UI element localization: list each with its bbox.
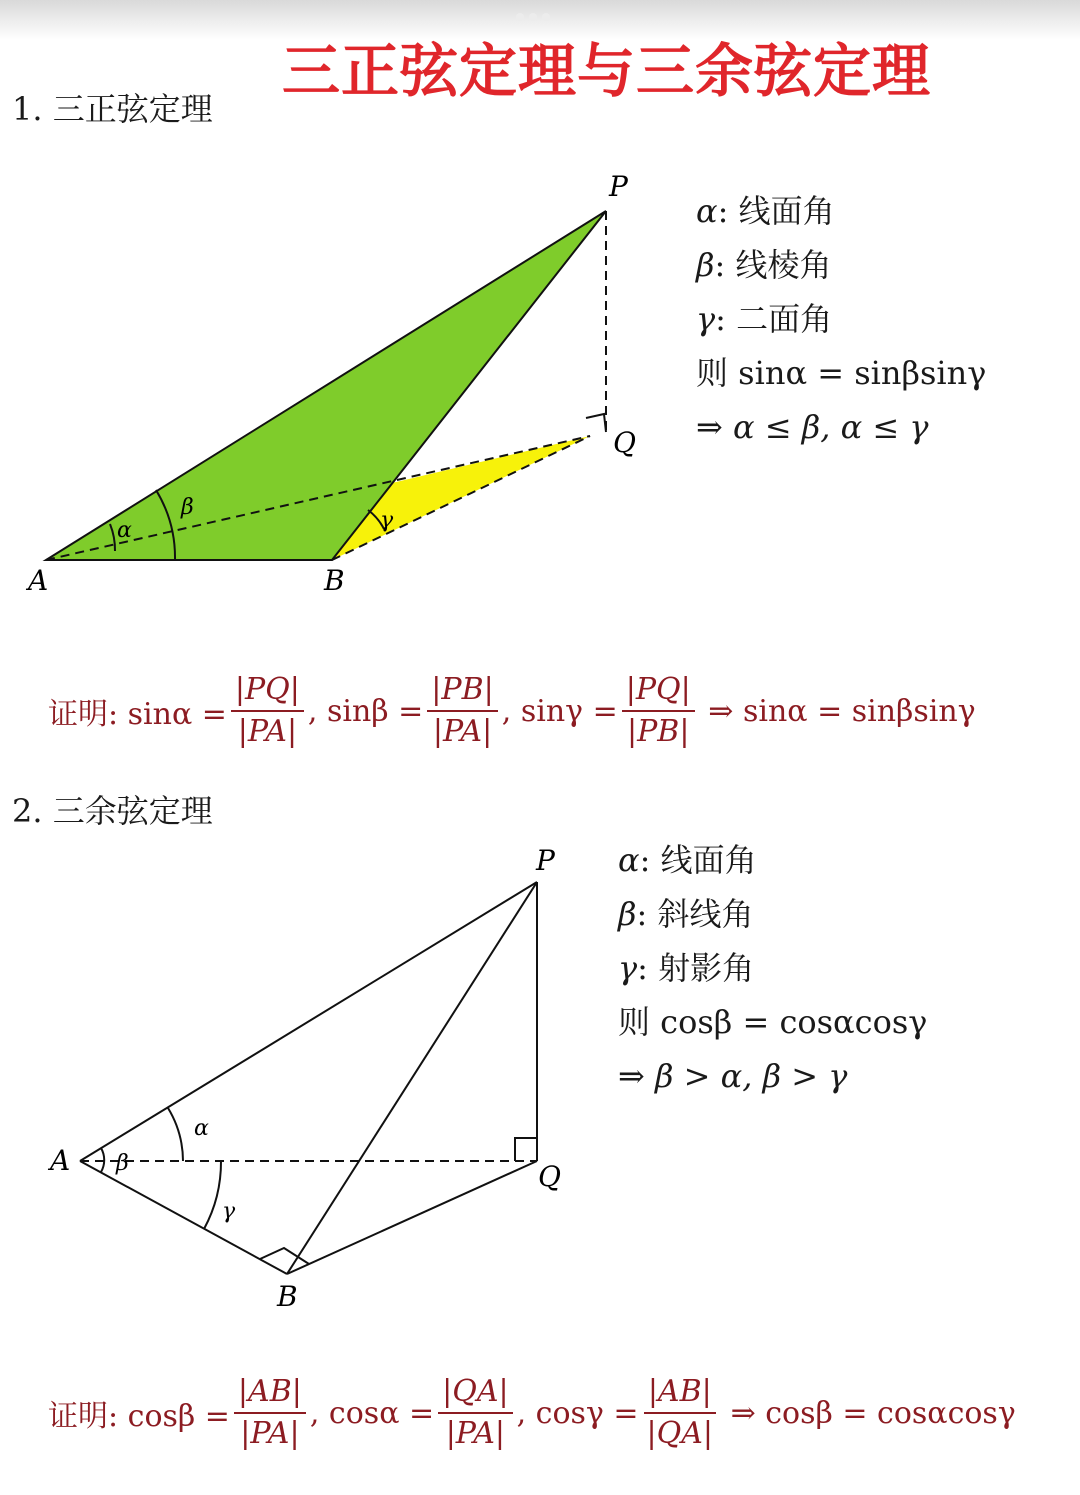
section1-title: 1. 三正弦定理 bbox=[12, 90, 213, 128]
edge-AB bbox=[80, 1161, 287, 1274]
green-face bbox=[46, 211, 606, 560]
section2-title: 2. 三余弦定理 bbox=[12, 792, 213, 830]
label-beta: β bbox=[116, 1151, 129, 1176]
desc-item: γ: 二面角 bbox=[696, 300, 833, 338]
label-alpha: α bbox=[117, 518, 132, 543]
proof-suffix: ⇒ sinα = sinβsinγ bbox=[698, 693, 976, 729]
denominator: |PA| bbox=[445, 1416, 506, 1451]
inequality: ⇒ β > α, β > γ bbox=[618, 1057, 848, 1095]
desc-item: α: 线面角 bbox=[696, 192, 835, 230]
numerator: |PB| bbox=[427, 670, 497, 712]
proof-prefix: 证明: sinα = bbox=[48, 697, 227, 732]
fraction bbox=[622, 670, 695, 752]
numerator: |AB| bbox=[234, 1372, 306, 1414]
numerator: |AB| bbox=[644, 1372, 716, 1414]
relation: 则 cosβ = cosαcosγ bbox=[618, 1003, 928, 1041]
angle-arc-gamma bbox=[204, 1161, 221, 1229]
proof-mid: , cosγ = bbox=[516, 1395, 639, 1431]
proof-prefix: 证明: cosβ = bbox=[48, 1399, 230, 1434]
section2-description bbox=[618, 833, 927, 1103]
label-gamma: γ bbox=[380, 508, 394, 533]
point-Q: Q bbox=[538, 1160, 561, 1193]
numerator: |PQ| bbox=[622, 670, 695, 712]
inequality: ⇒ α ≤ β, α ≤ γ bbox=[696, 408, 929, 446]
fraction bbox=[438, 1372, 512, 1454]
point-A: A bbox=[28, 564, 49, 597]
fraction bbox=[427, 670, 497, 752]
section2-proof bbox=[48, 1372, 1016, 1454]
numerator: |QA| bbox=[438, 1372, 512, 1414]
denominator: |QA| bbox=[646, 1416, 714, 1451]
page-title: 三正弦定理与三余弦定理 bbox=[282, 37, 932, 105]
right-angle-mark-Q bbox=[586, 414, 606, 432]
point-P: P bbox=[536, 844, 555, 877]
fraction bbox=[643, 1372, 717, 1454]
proof-mid: , cosα = bbox=[309, 1395, 435, 1431]
proof-mid: , sinγ = bbox=[501, 693, 618, 729]
fraction bbox=[234, 1372, 306, 1454]
desc-item: β: 斜线角 bbox=[618, 895, 754, 933]
desc-item: γ: 射影角 bbox=[618, 949, 755, 987]
denominator: |PB| bbox=[627, 714, 690, 749]
point-Q: Q bbox=[613, 426, 636, 459]
right-angle-mark-Q bbox=[515, 1138, 537, 1161]
denominator: |PA| bbox=[240, 1416, 300, 1451]
proof-suffix: ⇒ cosβ = cosαcosγ bbox=[721, 1395, 1016, 1431]
denominator: |PA| bbox=[432, 714, 493, 749]
fraction bbox=[231, 670, 304, 752]
desc-item: α: 线面角 bbox=[618, 841, 757, 879]
relation: 则 sinα = sinβsinγ bbox=[696, 354, 987, 392]
label-beta: β bbox=[181, 495, 194, 520]
point-B: B bbox=[324, 564, 345, 597]
section1-proof bbox=[48, 670, 976, 752]
label-alpha: α bbox=[194, 1116, 209, 1141]
point-P: P bbox=[609, 170, 628, 203]
angle-arc-alpha bbox=[168, 1108, 183, 1161]
edge-BP bbox=[287, 882, 537, 1274]
point-A: A bbox=[50, 1144, 71, 1177]
edge-BQ bbox=[287, 1161, 537, 1274]
proof-mid: , sinβ = bbox=[307, 693, 424, 729]
edge-AP bbox=[80, 882, 537, 1161]
point-B: B bbox=[277, 1280, 298, 1313]
desc-item: β: 线棱角 bbox=[696, 246, 832, 284]
numerator: |PQ| bbox=[231, 670, 304, 712]
denominator: |PA| bbox=[237, 714, 298, 749]
section1-description bbox=[696, 184, 986, 454]
label-gamma: γ bbox=[222, 1199, 236, 1224]
